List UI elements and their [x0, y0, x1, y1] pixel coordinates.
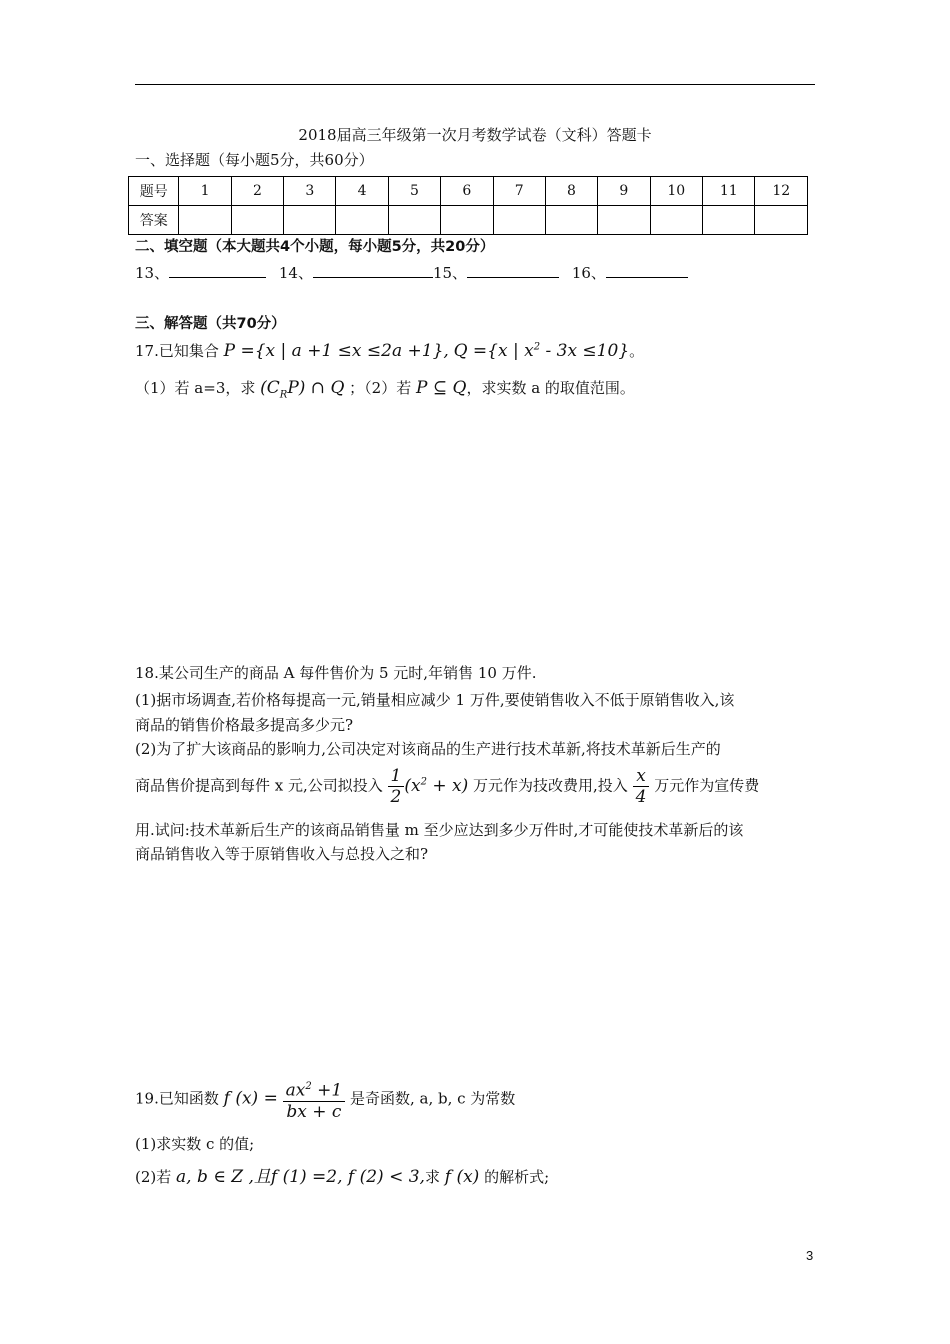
q19-part2-a: (2)若: [135, 1168, 172, 1186]
q19-fx: f (x) =: [223, 1088, 278, 1109]
q17-end: 。: [629, 342, 645, 360]
page-number: 3: [806, 1248, 814, 1263]
question-number: 3: [284, 177, 336, 206]
q17-part1-expr-head: (C: [260, 378, 280, 398]
q18-frac1-den: 2: [390, 787, 402, 807]
section1-heading: 一、选择题（每小题5分，共60分）: [135, 151, 374, 169]
q18-fraction-half: [388, 766, 405, 807]
answer-cell[interactable]: [598, 206, 650, 235]
q18-line1: 18.某公司生产的商品 A 每件售价为 5 元时,年销售 10 万件.: [135, 664, 537, 682]
answer-cell[interactable]: [703, 206, 755, 235]
q19-part2-c: 的解析式;: [484, 1168, 550, 1186]
answer-cell[interactable]: [493, 206, 545, 235]
q18-frac2-den: 4: [635, 787, 647, 807]
q18-line6: 用.试问:技术革新后生产的该商品销售量 m 至少应达到多少万件时,才可能使技术革新后的该: [135, 821, 744, 839]
question-number: 2: [231, 177, 283, 206]
q17-part1-expr-tail: P) ∩ Q: [287, 378, 345, 398]
blank-label-13: 13、: [135, 264, 170, 282]
answer-grid-number-row: [129, 177, 808, 206]
question-number: 6: [441, 177, 493, 206]
answer-grid: [128, 176, 808, 235]
q17-line1: [135, 340, 644, 361]
q18-expr-tail: + x): [426, 775, 469, 796]
question-number: 9: [598, 177, 650, 206]
q17-set-p: P ={x | a +1 ≤x ≤2a +1},: [223, 341, 449, 361]
blank-label-14: 14、: [278, 264, 313, 282]
answer-cell[interactable]: [441, 206, 493, 235]
q17-part1-expr: [260, 378, 345, 401]
answer-cell[interactable]: [650, 206, 702, 235]
q17-q-head: Q ={x | x: [453, 341, 534, 361]
blank-line-14[interactable]: [313, 263, 433, 278]
q17-line2: [135, 377, 635, 400]
section3-heading: 三、解答题（共70分）: [135, 316, 286, 332]
answer-cell[interactable]: [284, 206, 336, 235]
blank-label-16: 16、: [571, 264, 606, 282]
q18-line5: [135, 766, 759, 807]
q17-part1-sub: R: [279, 389, 288, 401]
row-label-answer: 答案: [129, 206, 179, 235]
blank-line-13[interactable]: [169, 263, 266, 278]
q19-part1: (1)求实数 c 的值;: [135, 1135, 255, 1153]
answer-cell[interactable]: [388, 206, 440, 235]
q17-part1-prefix: （1）若 a=3，求: [135, 379, 256, 397]
q18-frac2-num: x: [633, 766, 650, 787]
q19-part2-b: 求: [424, 1168, 440, 1186]
fill-blank-row: [135, 262, 688, 283]
q18-line3: 商品的销售价格最多提高多少元?: [135, 716, 354, 734]
q19-part2-fx: f (x): [444, 1167, 480, 1187]
q19-fraction: [283, 1077, 346, 1122]
q19-suffix: 是奇函数, a, b, c 为常数: [349, 1089, 516, 1108]
question-number: 11: [703, 177, 755, 206]
answer-cell[interactable]: [545, 206, 597, 235]
q18-line5-c: 万元作为宣传费: [649, 776, 760, 795]
q18-line2: (1)据市场调查,若价格每提高一元,销量相应减少 1 万件,要使销售收入不低于原销售收入,该: [135, 691, 735, 709]
q19-frac-den: bx + c: [286, 1101, 342, 1122]
q17-prefix: 17.已知集合: [135, 342, 219, 360]
q17-q-tail: - 3x ≤10}: [540, 341, 630, 361]
question-number: 4: [336, 177, 388, 206]
q18-line5-b: 万元作为技改费用,投入: [468, 776, 628, 795]
blank-line-15[interactable]: [467, 263, 559, 278]
question-number: 7: [493, 177, 545, 206]
q19-part2-expr: a, b ∈ Z ,且f (1) =2, f (2) < 3,: [176, 1167, 425, 1187]
q19-frac-num-head: ax: [285, 1080, 306, 1101]
q18-expr-head: (x: [404, 775, 421, 796]
q17-part2-expr: P ⊆ Q: [416, 378, 467, 398]
blank-label-15: 15、: [432, 264, 468, 282]
q18-line7: 商品销售收入等于原销售收入与总投入之和?: [135, 845, 429, 863]
q18-line4: (2)为了扩大该商品的影响力,公司决定对该商品的生产进行技术革新,将技术革新后生产的: [135, 740, 721, 758]
row-label-number: 题号: [129, 177, 179, 206]
q18-line5-a: 商品售价提高到每件 x 元,公司拟投入: [135, 776, 383, 795]
question-number: 5: [388, 177, 440, 206]
q17-part-sep: ；（2）若: [349, 379, 412, 397]
answer-cell[interactable]: [755, 206, 808, 235]
q17-part2-tail: ，求实数 a 的取值范围。: [466, 379, 635, 397]
q17-set-q: Q ={x | $x^2 - 3x \le 10$}: [453, 341, 630, 361]
q18-expr: $(x^2 + x)$: [404, 775, 469, 796]
question-number: 12: [755, 177, 808, 206]
top-rule: [135, 84, 815, 85]
q19-line1: [135, 1077, 515, 1122]
q19-prefix: 19.已知函数: [135, 1089, 219, 1108]
q18-fraction-quarter: [633, 766, 650, 807]
answer-cell[interactable]: [336, 206, 388, 235]
section2-heading: 二、填空题（本大题共4个小题，每小题5分，共20分）: [135, 239, 495, 255]
question-number: 1: [179, 177, 231, 206]
page-title: 2018届高三年级第一次月考数学试卷（文科）答题卡: [298, 126, 652, 144]
question-number: 8: [545, 177, 597, 206]
q19-part2: [135, 1162, 549, 1187]
answer-cell[interactable]: [179, 206, 231, 235]
q19-frac-num-tail: +1: [311, 1080, 343, 1101]
q19-frac-num: $ax^2 +1$: [283, 1077, 346, 1102]
answer-grid-answer-row: [129, 206, 808, 235]
blank-line-16[interactable]: [606, 263, 688, 278]
q18-frac1-num: 1: [388, 766, 405, 787]
answer-cell[interactable]: [231, 206, 283, 235]
question-number: 10: [650, 177, 702, 206]
